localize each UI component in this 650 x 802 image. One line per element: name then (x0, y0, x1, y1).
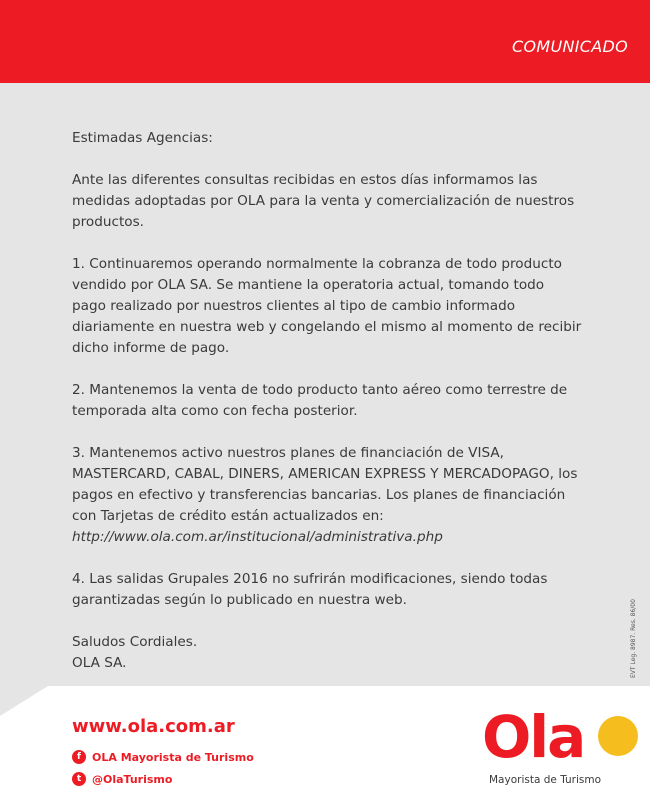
facebook-icon: f (72, 750, 86, 764)
twitter-label: @OlaTurismo (92, 772, 173, 786)
facebook-link[interactable] (72, 749, 254, 765)
letter-item-3-text: 3. Mantenemos activo nuestros planes de financiación de VISA, MASTERCARD, CABAL, DINERS, AMERICAN EXPRESS Y MERCADOPAGO, los pagos en efectivo y transferencias bancarias. Los planes de financiación con Tarjetas de crédito están actualizados en: (72, 445, 578, 524)
letter-item-1: 1. Continuaremos operando normalmente la cobranza de todo producto vendido por OLA SA. Se mantiene la operatoria actual, tomando todo pago realizado por nuestros clientes al tipo de cambio informado diariamente en nuestra web y congelando el mismo al momento de recibir dicho informe de pago. (72, 256, 582, 356)
logo-wordmark: Ola (482, 703, 585, 771)
administrative-link[interactable]: http://www.ola.com.ar/institucional/administrativa.php (72, 529, 443, 545)
page-title: COMUNICADO (512, 37, 628, 56)
letter-body (72, 128, 582, 674)
letter-item-3 (72, 443, 582, 548)
facebook-label: OLA Mayorista de Turismo (92, 750, 254, 764)
header-banner (0, 0, 650, 83)
letter-closing: Saludos Cordiales. (72, 634, 198, 650)
letter-item-2: 2. Mantenemos la venta de todo producto tanto aéreo como terrestre de temporada alta como con fecha posterior. (72, 382, 568, 419)
twitter-link[interactable] (72, 771, 172, 787)
letter-signature: OLA SA. (72, 655, 127, 671)
legal-registration: EVT Leg. 8987. Res. 86/00 (630, 599, 637, 678)
letter-item-4: 4. Las salidas Grupales 2016 no sufrirán modificaciones, siendo todas garantizadas según lo publicado en nuestra web. (72, 571, 548, 608)
logo-tagline: Mayorista de Turismo (489, 774, 602, 786)
letter-intro: Ante las diferentes consultas recibidas en estos días informamos las medidas adoptadas por OLA para la venta y comercialización de nuestros productos. (72, 172, 575, 230)
logo-sun-dot (598, 716, 638, 756)
ola-logo (482, 703, 642, 792)
twitter-icon: t (72, 772, 86, 786)
letter-greeting: Estimadas Agencias: (72, 130, 213, 146)
panel-corner-cut (0, 686, 48, 716)
website-link[interactable]: www.ola.com.ar (72, 716, 235, 737)
